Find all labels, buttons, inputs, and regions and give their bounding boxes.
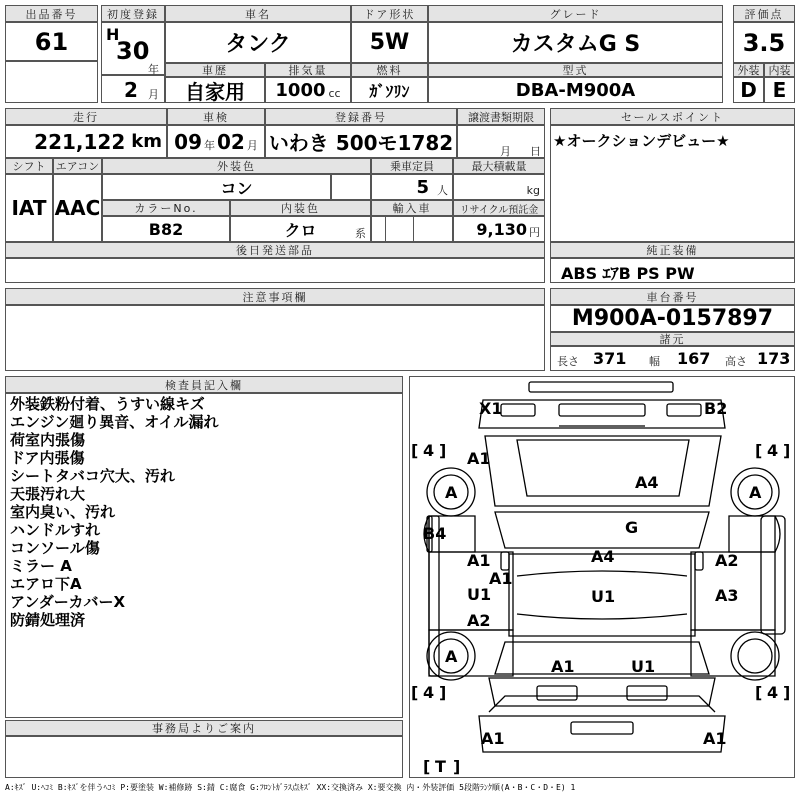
transfer-day-unit: 日 — [530, 145, 541, 158]
mark-center-u1: U1 — [591, 587, 616, 606]
aircon-type: AAC — [53, 174, 102, 242]
fog-lamp-left — [501, 404, 535, 416]
shift-type: IAT — [5, 174, 53, 242]
mark-right-door-a2: A2 — [715, 551, 739, 570]
interior-color-label: 内装色 — [230, 200, 371, 216]
right-door-handle — [695, 552, 703, 570]
month-unit: 月 — [148, 88, 159, 101]
mark-tire-fl: A — [445, 483, 458, 502]
recycle-deposit: 9,130 — [476, 219, 527, 239]
inspector-note: 防錆処理済 — [10, 611, 86, 629]
rear-glass — [495, 642, 709, 674]
mileage-unit: km — [131, 131, 162, 152]
inspector-label: 検査員記入欄 — [5, 376, 403, 393]
fuel-type: ｶﾞｿﾘﾝ — [351, 77, 428, 103]
inspector-note: コンソール傷 — [10, 539, 100, 557]
tread-front-left-open: [ — [411, 441, 419, 460]
mark-hood-a4: A4 — [635, 473, 659, 492]
sales-point-box — [550, 125, 795, 242]
mark-center-a1: A1 — [489, 569, 513, 588]
color-no: B82 — [102, 216, 230, 242]
era: H — [106, 25, 120, 44]
capacity-cell — [371, 174, 453, 200]
mark-rear-right-u1: U1 — [631, 657, 656, 676]
inspection-cell — [167, 125, 265, 158]
height: 173 — [757, 349, 791, 368]
grade-label: グレード — [428, 5, 723, 22]
inspector-note: ドア内張傷 — [10, 449, 85, 467]
first-registration-label: 初度登録 — [101, 5, 165, 22]
mark-left-u1: U1 — [467, 585, 492, 604]
tread-front-right-open: [ — [755, 441, 763, 460]
tread-front-right: 4 — [767, 441, 779, 460]
interior-label: 内装 — [764, 63, 795, 77]
width: 167 — [677, 349, 711, 368]
interior-grade: E — [764, 77, 795, 103]
rear-plate — [571, 722, 633, 734]
inspector-note: アンダーカバーX — [10, 593, 126, 611]
exterior-color-label: 外装色 — [102, 158, 371, 174]
max-load-label: 最大積載量 — [453, 158, 545, 174]
door-label: ドア形状 — [351, 5, 428, 22]
left-door-handle — [501, 552, 509, 570]
transfer-month-unit: 月 — [500, 145, 511, 158]
mark-left-a2: A2 — [467, 611, 491, 630]
shift-label: シフト — [5, 158, 53, 174]
import-cell — [371, 216, 453, 242]
spare-close: ] — [453, 757, 461, 776]
roof-line-rear — [517, 614, 687, 619]
recycle-unit: 円 — [529, 226, 540, 239]
recycle-cell — [453, 216, 545, 242]
right-rear-door — [691, 630, 775, 676]
transfer-deadline — [457, 125, 545, 158]
lot-number: 61 — [5, 22, 98, 61]
transfer-deadline-label: 譲渡書類期限 — [457, 108, 545, 125]
exterior-grade: D — [733, 77, 764, 103]
car-diagram — [409, 376, 795, 778]
later-parts — [5, 258, 545, 283]
tread-rear-right-open: [ — [755, 683, 763, 702]
inspection-year-unit: 年 — [204, 138, 215, 152]
inspector-note: エアロ下A — [10, 575, 82, 593]
interior-color-cell — [230, 216, 371, 242]
mark-b4: B4 — [423, 524, 447, 543]
inspector-note: ハンドルすれ — [10, 521, 101, 539]
interior-color-unit: 系 — [355, 227, 366, 240]
chassis-number: M900A-0157897 — [550, 305, 795, 332]
mark-bumper-right-a1: A1 — [703, 729, 727, 748]
sales-point: ★オークションデビュー★ — [553, 132, 730, 150]
capacity-label: 乗車定員 — [371, 158, 453, 174]
tread-rear-right: 4 — [767, 683, 779, 702]
office-box — [5, 736, 403, 778]
equipment-box — [550, 258, 795, 283]
caution-box — [5, 305, 545, 371]
aircon-label: エアコン — [53, 158, 102, 174]
inspector-note: 荷室内張傷 — [10, 431, 86, 449]
score-label: 評価点 — [733, 5, 795, 22]
capacity: 5 — [416, 176, 429, 198]
inspector-note: 室内臭い、汚れ — [10, 503, 116, 521]
equipment: ABS ｴｱB PS PW — [561, 264, 695, 283]
first-registration-year — [101, 22, 165, 75]
rear-gate — [489, 678, 715, 706]
right-sill — [761, 516, 785, 634]
reg-year: 30 — [116, 37, 150, 65]
mileage: 221,122 — [34, 129, 126, 154]
length-label: 長さ — [557, 355, 579, 368]
equipment-label: 純正装備 — [550, 242, 795, 258]
tread-rear-right-close: ] — [783, 683, 791, 702]
mileage-label: 走行 — [5, 108, 167, 125]
mark-bumper-left-a1: A1 — [481, 729, 505, 748]
office-label: 事務局よりご案内 — [5, 720, 403, 736]
width-label: 幅 — [649, 355, 660, 368]
height-label: 高さ — [725, 355, 747, 368]
mark-rear-left-a1: A1 — [551, 657, 575, 676]
fog-lamp-right — [667, 404, 701, 416]
legend: A:ｷｽﾞ U:ﾍｺﾐ B:ｷｽﾞを伴うﾍｺﾐ P:要塗装 W:補修跡 S:錆 C:腐食 G:ﾌﾛﾝﾄｶﾞﾗｽ点ｷｽﾞ XX:交換済み X:要交換 内・外装評価 5段階ﾗﾝｸ順(A・B・C・D・E) 1 — [5, 783, 576, 792]
caution-label: 注意事項欄 — [5, 288, 545, 305]
front-bumper-top — [529, 382, 673, 392]
specs-box — [550, 346, 795, 371]
length: 371 — [593, 349, 627, 368]
overall-score: 3.5 — [733, 22, 795, 63]
inspection-label: 車検 — [167, 108, 265, 125]
inspector-note: 外装鉄粉付着、うすい線キズ — [10, 395, 205, 413]
exterior-label: 外装 — [733, 63, 764, 77]
spare-open: [ — [423, 757, 431, 776]
color-no-label: カラーNo. — [102, 200, 230, 216]
inspector-note: エンジン廻り異音、オイル漏れ — [10, 413, 219, 431]
door-type: 5W — [351, 22, 428, 63]
rear-tray — [489, 696, 715, 712]
displacement: 1000 — [275, 79, 326, 101]
plate-label: 登録番号 — [265, 108, 457, 125]
mark-right-a3: A3 — [715, 586, 739, 605]
model-code: DBA-M900A — [428, 77, 723, 103]
grade: カスタムG S — [428, 22, 723, 63]
grille — [559, 404, 645, 416]
fuel-label: 燃料 — [351, 63, 428, 77]
import-label: 輸入車 — [371, 200, 453, 216]
spare-tire: T — [435, 757, 446, 776]
chassis-label: 車台番号 — [550, 288, 795, 305]
inspector-notes — [5, 393, 403, 718]
mark-front-left-a1: A1 — [467, 449, 491, 468]
max-load-unit: kg — [526, 183, 540, 197]
recycle-label: リサイクル預託金 — [453, 200, 545, 216]
tread-front-left-close: ] — [439, 441, 447, 460]
exterior-color: コン — [102, 174, 331, 200]
mark-tire-rl: A — [445, 647, 458, 666]
right-front-fender — [729, 516, 775, 552]
hood-inner — [517, 440, 689, 496]
right-front-fender-curve — [775, 516, 780, 552]
mileage-cell — [5, 125, 167, 158]
inspection-month-unit: 月 — [246, 138, 258, 152]
lot-blank — [5, 61, 98, 103]
displacement-cell — [265, 77, 351, 103]
displacement-label: 排気量 — [265, 63, 351, 77]
year-unit: 年 — [148, 63, 159, 76]
plate-number: いわき 500モ1782 — [265, 125, 457, 158]
tread-rear-left-open: [ — [411, 683, 419, 702]
rear-lamp-right — [627, 686, 667, 700]
tread-rear-left-close: ] — [439, 683, 447, 702]
inspector-note: 天張汚れ大 — [10, 485, 86, 503]
inspector-note: ミラー A — [10, 557, 72, 575]
rear-lamp-left — [537, 686, 577, 700]
displacement-unit: cc — [328, 86, 341, 100]
exterior-color-blank — [331, 174, 371, 200]
model-code-label: 型式 — [428, 63, 723, 77]
interior-color: クロ — [284, 220, 317, 240]
lot-number-label: 出品番号 — [5, 5, 98, 22]
sales-point-label: セールスポイント — [550, 108, 795, 125]
windshield — [495, 512, 709, 548]
tread-front-left: 4 — [423, 441, 435, 460]
roof-line-front — [517, 571, 687, 576]
specs-label: 諸元 — [550, 332, 795, 346]
mark-left-door-a1: A1 — [467, 551, 491, 570]
mark-x1: X1 — [479, 399, 503, 418]
usage-history: 自家用 — [165, 77, 265, 103]
inspection-year: 09 — [174, 129, 202, 154]
mark-windshield-g: G — [625, 518, 639, 537]
tread-rear-left: 4 — [423, 683, 435, 702]
model-label: 車名 — [165, 5, 351, 22]
import-divider — [385, 217, 386, 241]
tread-front-right-close: ] — [783, 441, 791, 460]
inspector-note: シートタバコ穴大、汚れ — [10, 467, 175, 485]
reg-month: 2 — [124, 78, 138, 102]
model-name: タンク — [165, 22, 351, 63]
mark-tire-fr: A — [749, 483, 762, 502]
max-load-cell — [453, 174, 545, 200]
mark-b2: B2 — [704, 399, 728, 418]
mark-roof-a4: A4 — [591, 547, 615, 566]
import-divider — [413, 217, 414, 241]
history-label: 車歴 — [165, 63, 265, 77]
tire-rear-right-inner — [738, 639, 772, 673]
later-parts-label: 後日発送部品 — [5, 242, 545, 258]
inspection-month: 02 — [217, 129, 245, 154]
first-registration-month — [101, 75, 165, 103]
capacity-unit: 人 — [437, 184, 448, 197]
